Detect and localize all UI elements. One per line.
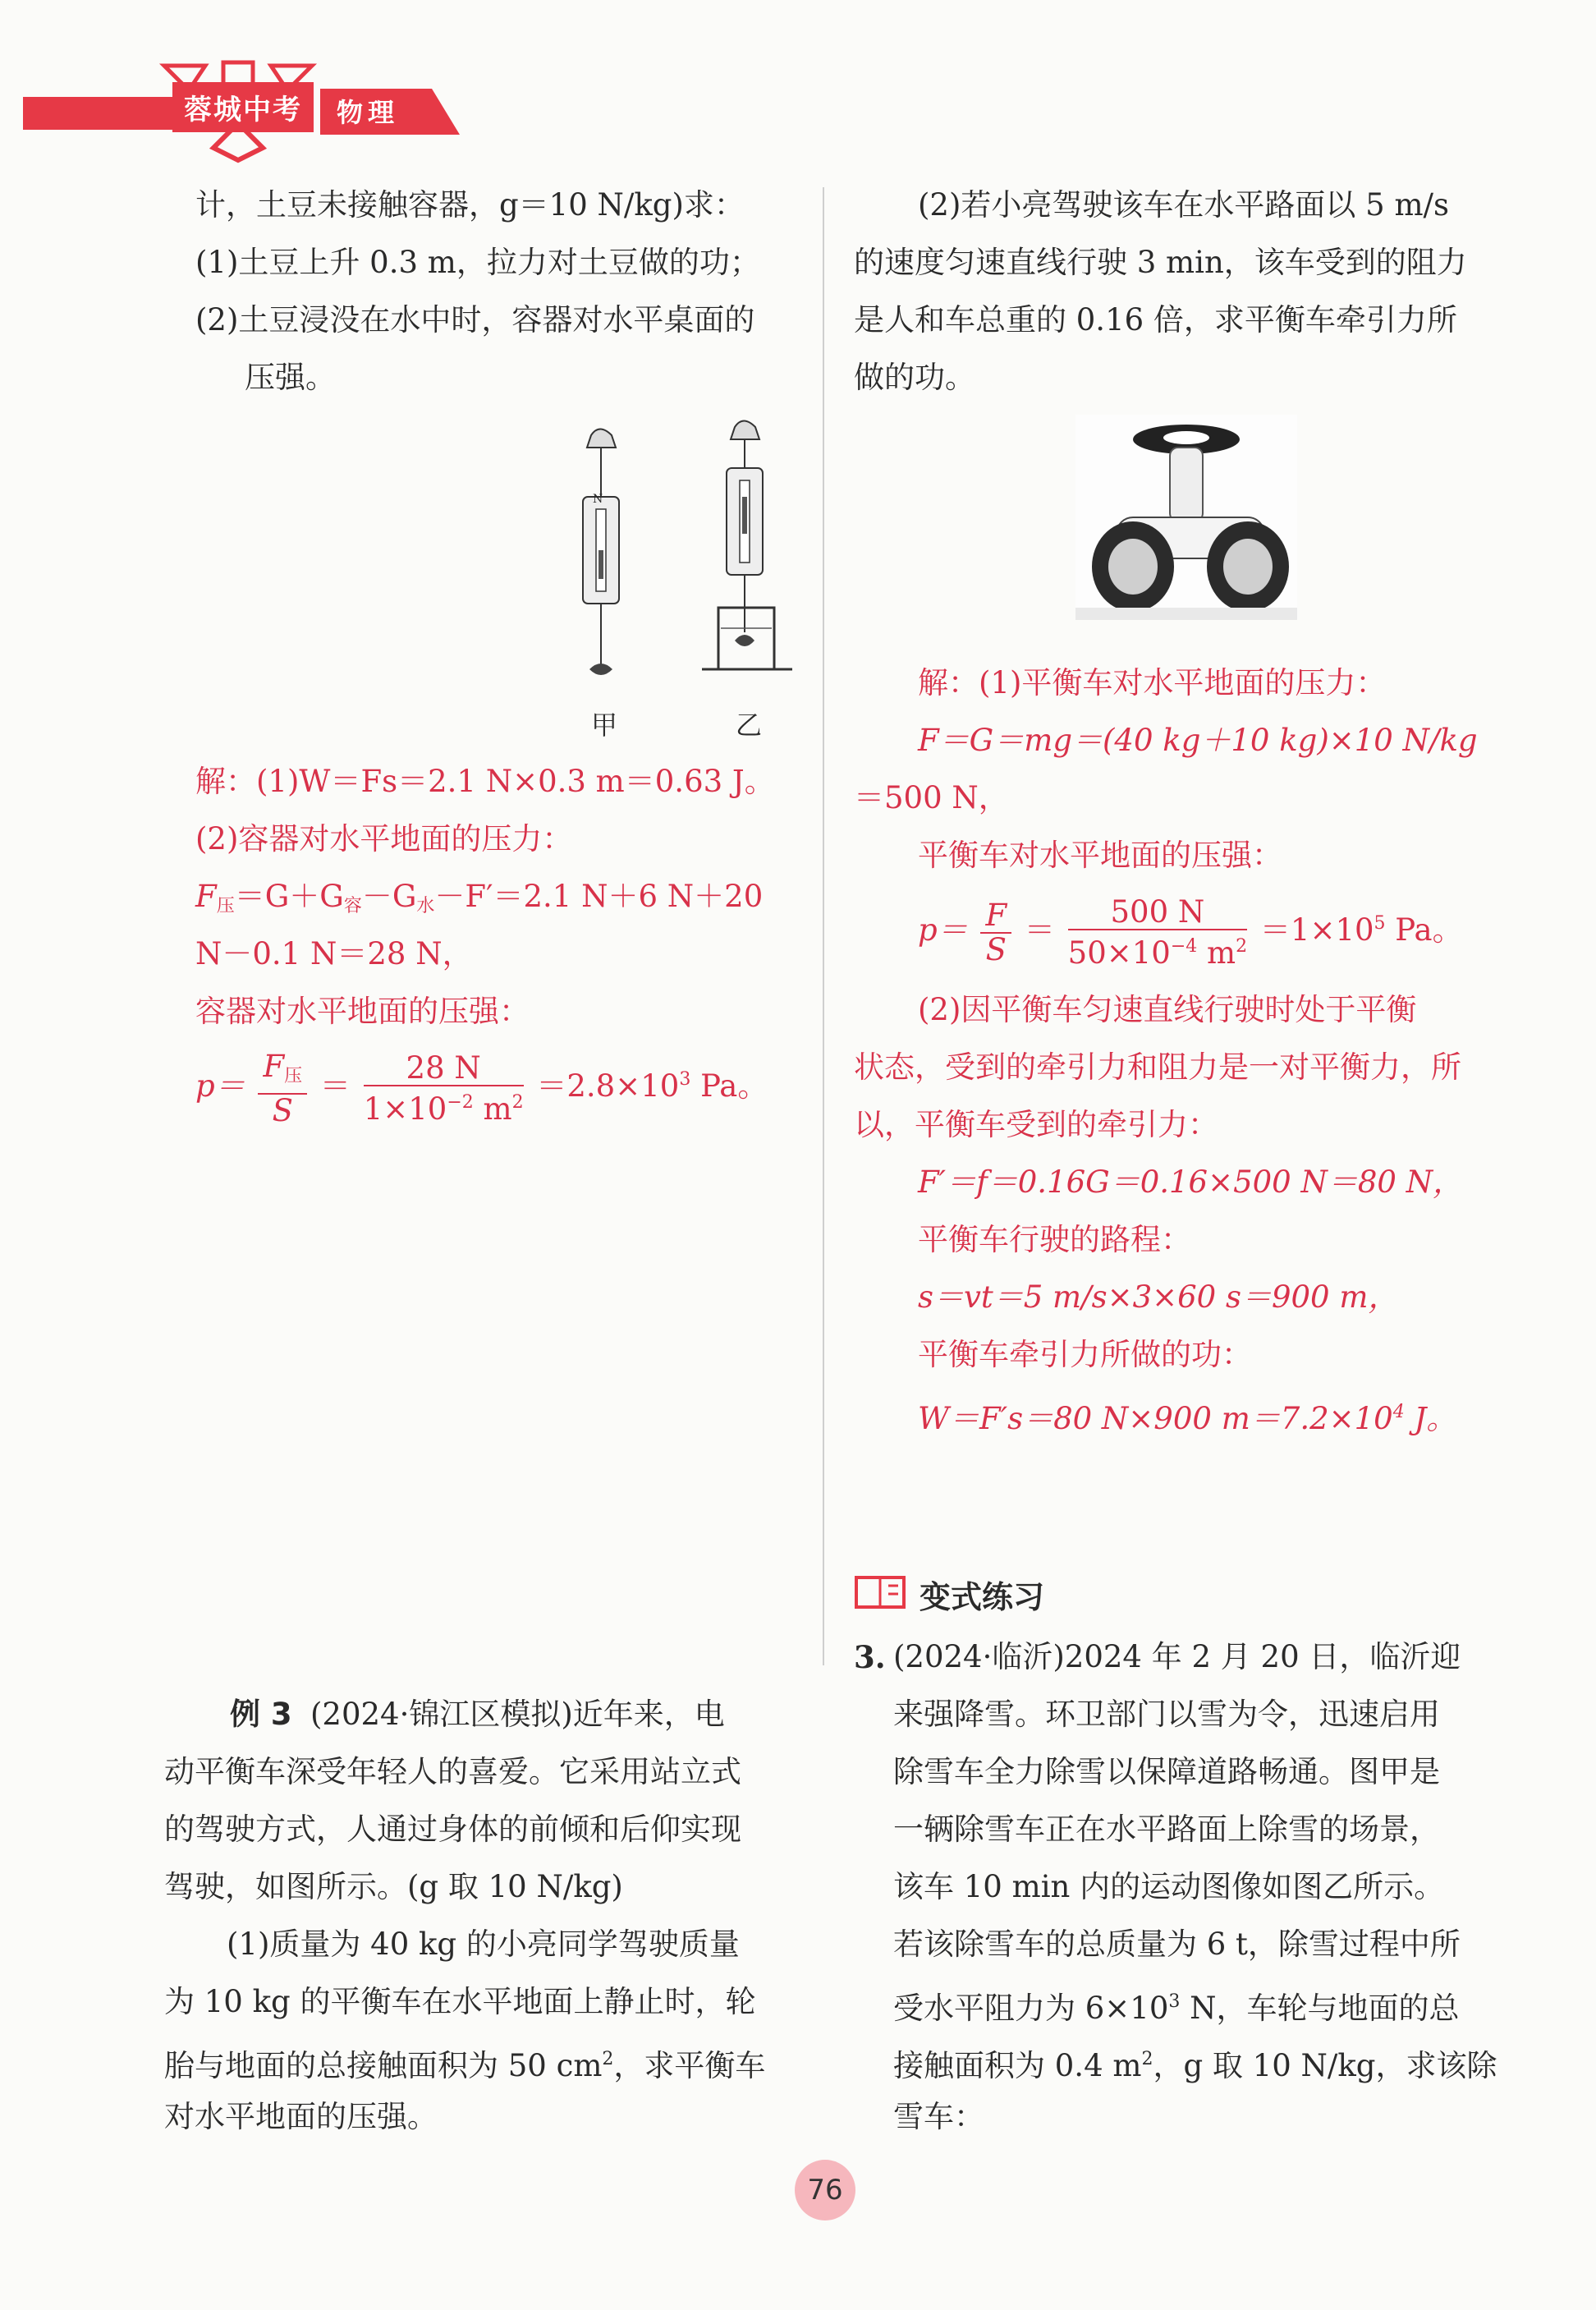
scale-mark-jia: N <box>593 493 603 506</box>
practice-number: 3. <box>854 1639 886 1675</box>
practice-line-5: 该车 10 min 内的运动图像如图乙所示。 <box>893 1869 1445 1904</box>
example3-line-3: 的驾驶方式，人通过身体的前倾和后仰实现 <box>164 1812 741 1847</box>
example3-line-7: 胎与地面的总接触面积为 50 $cm^2$，求平衡车 <box>164 2048 766 2083</box>
sol2-line-9: F′＝f＝0.16G＝0.16×500 N＝80 N， <box>918 1164 1464 1200</box>
sol2-line-12: 平衡车牵引力所做的功： <box>918 1337 1252 1372</box>
spring-scale-figure <box>558 419 805 714</box>
brand-title: 蓉城中考 <box>172 82 314 132</box>
q-text-line-2: (1)土豆上升 0.3 m，拉力对土豆做的功； <box>195 245 760 280</box>
sol2-pressure-formula: p＝ $\frac{F}{S}$ ＝ $\frac{500 N}{50\times 10^{-4} m^2}$ $=1\times 10^5$ Pa。 <box>918 893 1463 971</box>
practice-line-1: (2024·临沂)2024 年 2 月 20 日，临沂迎 <box>893 1639 1461 1674</box>
scale-jia <box>583 429 619 676</box>
figure-label-yi: 乙 <box>736 710 763 741</box>
practice-line-6: 若该除雪车的总质量为 6 t，除雪过程中所 <box>893 1927 1461 1962</box>
sol1-line-3: $F_压=G+G_容-G_水-F'=2.1$ N＋6 N＋20 <box>195 879 764 916</box>
scale-yi <box>702 421 792 670</box>
example3-title: 例 3 <box>230 1697 292 1732</box>
example3-line-5: (1)质量为 40 kg 的小亮同学驾驶质量 <box>227 1927 740 1962</box>
figure-label-jia: 甲 <box>591 710 618 741</box>
example3-line-4: 驾驶，如图所示。(g 取 10 N/kg) <box>164 1869 623 1904</box>
subject-label: 物理 <box>337 97 400 128</box>
q2-text-line-4: 做的功。 <box>854 360 975 395</box>
column-divider <box>823 187 824 1665</box>
practice-book-icon <box>854 1573 908 1610</box>
sol2-line-6: (2)因平衡车匀速直线行驶时处于平衡 <box>918 992 1417 1027</box>
practice-line-7: 受水平阻力为 $6\times 10^3$ N，车轮与地面的总 <box>893 1991 1460 2026</box>
sol2-line-1: 解：(1)平衡车对水平地面的压力： <box>918 665 1387 700</box>
balance-scooter-image <box>1075 415 1297 620</box>
practice-line-8: 接触面积为 0.4 $m^2$，g 取 10 N/kg，求该除 <box>893 2048 1497 2083</box>
practice-line-9: 雪车： <box>893 2099 984 2134</box>
sol1-line-5: 容器对水平地面的压强： <box>195 994 530 1029</box>
q-text-line-3: (2)土豆浸没在水中时，容器对水平桌面的 <box>195 302 755 338</box>
sol2-line-4: 平衡车对水平地面的压强： <box>918 838 1282 873</box>
example3-line-8: 对水平地面的压强。 <box>164 2099 438 2134</box>
practice-line-2: 来强降雪。环卫部门以雪为令，迅速启用 <box>893 1697 1440 1732</box>
sol2-line-2: F＝G＝mg＝(40 kg＋10 kg)×10 N/kg <box>918 723 1478 758</box>
q-text-line-4: 压强。 <box>245 360 336 395</box>
sol2-line-10: 平衡车行驶的路程： <box>918 1222 1191 1257</box>
sol2-line-8: 以，平衡车受到的牵引力： <box>854 1107 1218 1142</box>
q2-text-line-3: 是人和车总重的 0.16 倍，求平衡车牵引力所 <box>854 302 1457 338</box>
q2-text-line-2: 的速度匀速直线行驶 3 min，该车受到的阻力 <box>854 245 1467 280</box>
sol2-line-3: ＝500 N， <box>854 780 1009 815</box>
sol1-line-1: 解：(1)W＝Fs＝2.1 N×0.3 m＝0.63 J。 <box>195 764 775 799</box>
sol2-line-11: s＝vt＝5 m/s×3×60 s＝900 m， <box>918 1279 1399 1315</box>
sol1-line-4: N－0.1 N＝28 N， <box>195 936 473 971</box>
practice-line-4: 一辆除雪车正在水平路面上除雪的场景， <box>893 1812 1440 1847</box>
sol2-line-13: W＝F′s＝80 N×900 $m=7.2\times 10^4$ J。 <box>918 1401 1457 1436</box>
sol1-pressure-formula: p＝ $\frac{F_压}{S}$ ＝ $\frac{28 N}{1\times 10^{-2} m^2}$ $=2.8\times 10^3$ Pa。 <box>195 1048 768 1128</box>
example3-line-1: (2024·锦江区模拟)近年来，电 <box>310 1697 725 1732</box>
practice-heading: 变式练习 <box>920 1579 1045 1615</box>
q2-text-line-1: (2)若小亮驾驶该车在水平路面以 5 m/s <box>918 187 1450 223</box>
q-text-line-1: 计，土豆未接触容器，g＝10 N/kg)求： <box>195 187 745 223</box>
page-number: 76 <box>795 2160 855 2220</box>
practice-line-3: 除雪车全力除雪以保障道路畅通。图甲是 <box>893 1754 1440 1789</box>
example3-line-6: 为 10 kg 的平衡车在水平地面上静止时，轮 <box>164 1984 756 2019</box>
example3-line-2: 动平衡车深受年轻人的喜爱。它采用站立式 <box>164 1754 741 1789</box>
sol2-line-7: 状态，受到的牵引力和阻力是一对平衡力，所 <box>854 1049 1461 1085</box>
sol1-line-2: (2)容器对水平地面的压力： <box>195 821 573 856</box>
